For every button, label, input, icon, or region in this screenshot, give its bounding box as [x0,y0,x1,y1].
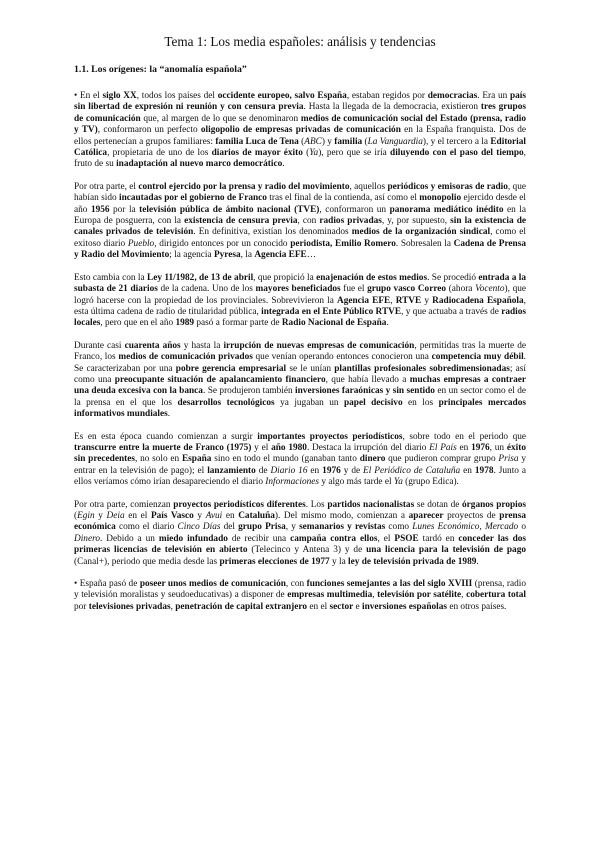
bold-text: familia Luca de Tena [215,136,299,147]
bold-text: 1976 [322,465,341,476]
text-run: (Canal+), periodo que media desde las [74,556,220,567]
bold-text: televisión pública de ámbito nacional (TVE) [139,204,320,215]
bold-text: Ley 11/1982, de 13 de abril [147,272,254,283]
paragraph-2 [74,182,526,262]
bold-text: inadaptación al nuevo marco democrático [116,159,283,170]
bold-text: periódicos y emisoras de radio [387,181,508,192]
text-run: . Hasta la llegada de la democracia, existieron [303,102,481,113]
bold-text: mayores beneficiados [255,284,341,295]
text-run: . [167,409,171,420]
bold-text: dinero [359,454,386,465]
text-run: ( [302,148,310,159]
bold-text: Editorial Católica [74,136,526,159]
document-title: Tema 1: Los media españoles: análisis y tendencias [164,34,436,49]
bold-text: partidos nacionalistas [327,499,415,510]
text-run: , sobre todo en el periodo que [402,431,527,442]
bold-text: radios locales [74,306,527,329]
bold-text: transcurre entre la muerte de Franco (1975) [74,442,252,453]
bold-text: sin la existencia de canales privados de televisión [74,216,526,238]
text-run: . Se procedió [427,272,479,283]
bold-text: empresas multimedia [287,590,373,601]
text-run: y [421,295,433,306]
text-run: . [282,159,285,170]
bold-text: Radiocadena Española [432,295,524,306]
bold-text: sector [329,601,354,612]
bold-text: Cataluña [238,511,275,521]
bold-text: campaña contra ellos [290,533,378,544]
bold-text: Agencia EFE [337,295,391,306]
italic-text: Avui [205,511,223,521]
text-run: en un sector como el de la prensa en el que los [74,386,526,408]
paragraph-4 [74,341,526,421]
bold-text: semanarios y revistas [299,522,386,533]
text-run: , no solo en [134,454,182,465]
text-run: , aquellos [349,181,388,192]
text-run: ; así como una [74,363,527,385]
text-run: fue el [340,284,368,295]
bold-text: grupo Prisa [238,522,286,533]
text-run: , esta última cadena de radio de titularidad pública, [74,295,526,317]
bold-text: diarios de mayor éxito [211,148,303,159]
bold-text: enajenación de estos medios [316,272,428,283]
bold-text: preocupante situación de apalancamiento financiero [114,374,326,385]
text-run: pasó a formar parte de [194,318,282,329]
text-run: en los [402,397,439,408]
bold-text: monopolio [419,193,462,204]
text-run: de la cadena. Uno de los [157,284,256,295]
text-run: … [306,250,317,261]
bold-text: RTVE [395,295,422,306]
text-run: , todos los países del [136,91,218,101]
italic-text: Ya [393,477,403,488]
bold-text: democracias [427,91,478,101]
italic-text: Ya [309,148,319,159]
bold-text: funciones semejantes a las del siglo XVIII [306,579,473,590]
text-run: proyectos de [443,511,500,521]
bold-text: proyectos periodísticos diferentes [173,499,306,510]
bold-text: órganos propios [462,499,526,510]
text-run: . Se caracterizaban por una [74,352,526,374]
text-run: . Sobresalen la [395,238,454,249]
text-run: , fruto de su [74,148,526,170]
bold-text: grupo vasco Correo [367,284,447,295]
text-run: y de [340,465,364,476]
paragraph-6 [74,500,526,568]
text-run: , y, por supuesto, [381,216,451,227]
text-run: y [193,511,206,521]
text-run: Durante casi [74,340,125,351]
paragraph-3 [74,273,526,330]
text-run: , permitidas tras la muerte de Franco, los [74,340,526,363]
text-run: en [460,465,475,476]
italic-text: Cinco Días [177,522,221,533]
bold-text: penetración de capital extranjero [175,601,308,612]
text-run: del [220,522,239,533]
italic-text: ABC [304,136,322,147]
text-run: y la [329,556,349,567]
bold-text: España [181,454,212,465]
bold-text: Cadena de Prensa y Radio del Movimiento [74,238,526,261]
text-run: en el [307,601,330,612]
text-run: que, al margen de lo que se denominaron [140,113,301,124]
text-run: en la España franquista. Dos de ellos pertenecían a grupos familiares: [74,125,526,147]
text-run: de recibir una [227,533,291,544]
text-run: sino en todo el mundo (ganaban tanto [211,454,360,465]
text-run: . Los [305,499,328,510]
bold-text: papel decisivo [343,397,403,408]
text-run: , y que actuaba a través de [401,306,502,317]
text-run: en [456,442,472,453]
bold-text: poseer unos medios de comunicación [139,579,286,590]
bold-text: medios de la organización sindical [351,227,491,238]
bold-text: oligopolio de empresas privadas de comunicación [200,125,401,136]
text-run: , [461,590,467,601]
text-run: , [372,590,378,601]
bold-text: país sin libertad de expresión ni reunión y con censura previa [74,91,526,113]
text-run: . [386,318,389,329]
text-run: , que había llevado a [325,374,410,385]
bold-text: lanzamiento [207,465,256,476]
bold-text: existencia de censura previa [184,216,298,227]
text-run: e [353,601,363,612]
text-run: , con [297,216,320,227]
bold-text: 1956 [90,204,110,215]
text-run: tardó en [418,533,459,544]
bold-text: inversiones españolas [362,601,447,612]
bold-text: panorama mediático inédito [389,204,504,215]
bold-text: muchas empresas a contraer una deuda excesiva con la banca [74,374,526,397]
text-run: , que habían sido [74,181,526,204]
text-run: en [307,465,323,476]
bold-text: Agencia EFE [254,250,307,261]
bold-text: familia [334,136,363,147]
text-run: , con [285,579,307,590]
text-run: ; la agencia [169,250,214,261]
text-run: , como el exitoso diario [74,227,527,249]
text-run: . [476,556,479,567]
text-run: por la [109,204,140,215]
body-text [74,91,526,613]
bold-text: miedo infundado [158,533,228,544]
text-run: Por otra parte, el [74,181,139,192]
italic-text: Lunes Económico [412,522,480,533]
bold-text: País Vasco [150,511,194,521]
bold-text: televisiones privadas [88,601,171,612]
text-run: (ahora [446,284,476,295]
bold-text: ley de televisión privada de 1989 [348,556,477,567]
text-run: de [255,465,271,476]
italic-text: Prisa [498,454,519,465]
bold-text: control ejercido por la prensa y radio del movimiento [138,181,350,192]
text-run: , y [285,522,300,533]
bold-text: importantes proyectos periodísticos [257,431,403,442]
text-run: • En el [74,91,103,101]
italic-text: El País [429,442,457,453]
text-run: , la [240,250,255,261]
text-run: se dotan de [414,499,463,510]
section-heading: 1.1. Los orígenes: la “anomalía española” [74,64,247,75]
text-run: y algo más tarde el [319,477,394,488]
italic-text: Egin [77,511,95,521]
text-run: y [94,511,107,521]
text-run: que pudieron comprar grupo [385,454,499,465]
bold-text: PSOE [394,533,419,544]
bold-text: principales mercados informativos mundiales [74,397,526,420]
italic-text: La Vanguardia [367,136,423,147]
text-run: Por otra parte, comienzan [74,499,174,510]
text-run: . Junto a ellos veríamos cómo irían desapareciendo el diario [74,465,526,488]
text-run: en [222,511,239,521]
bold-text: periodista, Emilio Romero [290,238,396,249]
bold-text: tres grupos de comunicación [74,102,526,124]
paragraph-1 [74,91,526,171]
text-run: , propietaria de uno de los [107,148,212,159]
bold-text: incautadas por el gobierno de Franco [118,193,267,204]
text-run: . Era un [477,91,510,101]
text-run: , estaban regidos por [346,91,428,101]
bold-text: 1978 [474,465,494,476]
text-run: como el diario [115,522,178,533]
text-run: en la Europa de posguerra, con la [74,204,526,227]
bold-text: occidente europeo, salvo España [217,91,347,101]
italic-text: Vocento [475,284,505,295]
bold-text: pobre gerencia empresarial [175,363,287,374]
text-run: en otros países. [447,601,507,612]
text-run: y el [251,442,272,453]
text-run: en el [124,511,151,521]
text-run: ). Del mismo modo, comienzan a [274,511,409,521]
text-run: . En definitiva, existían los denominados [193,227,352,238]
text-run: (Telecinco y Antena 3) y de [247,545,367,556]
bold-text: aparecer [408,511,444,521]
text-run: como [385,522,413,533]
italic-text: Mercado [484,522,519,533]
bold-text: prensa económica [74,511,526,533]
bold-text: competencia muy débil [431,352,524,363]
text-run: tras el final de la contienda, así como el [266,193,420,204]
text-run: . Se produjeron también [202,386,296,397]
bold-text: Pyresa [213,250,241,261]
text-run: y entrar en la televisión de pago); el [74,454,526,476]
text-run: Es en esta época cuando comienzan a surgir [74,431,258,442]
text-run: , conformaron un perfecto [97,125,201,136]
italic-text: Deia [106,511,125,521]
text-run: y hasta la [180,340,224,351]
text-run: ya jugaban un [274,397,344,408]
text-run: , que propició la [253,272,317,283]
text-run: ), pero que se iría [318,148,391,159]
text-run: . Destaca la irrupción del diario [306,442,430,453]
bold-text: desarrollos tecnológicos [177,397,275,408]
italic-text: El Periódico de Cataluña [363,465,461,476]
bold-text: siglo XX [102,91,137,101]
text-run: ) y [321,136,335,147]
text-run: , [170,601,176,612]
text-run: , conformaron un [319,204,390,215]
text-run: ( [74,511,78,521]
text-run: se le unían [286,363,335,374]
bold-text: entrada a la subasta de 21 diarios [74,272,526,295]
bold-text: diluyendo con el paso del tiempo [390,148,524,159]
bold-text: integrada en el Ente Público RTVE [261,306,402,317]
bold-text: medios de comunicación social del Estado (prensa, radio y TV) [74,113,526,136]
text-run: , [390,295,396,306]
italic-text: Dinero [74,533,100,544]
text-run: • España pasó de [74,579,140,590]
text-run: ), y el tercero a la [422,136,491,147]
text-run: , [479,522,485,533]
bold-text: primeras elecciones de 1977 [219,556,330,567]
text-run: , dirigido entonces por un conocido [154,238,291,249]
text-run: ), que logró hacerse con la propiedad de los provinciales. Sobrevivieron la [74,284,526,306]
italic-text: Pueblo [127,238,155,249]
bold-text: 1989 [175,318,195,329]
bold-text: 1976 [471,442,490,453]
italic-text: Informaciones [265,477,320,488]
bold-text: plantillas profesionales sobredimensionadas [334,363,510,374]
text-run: , el [377,533,395,544]
bold-text: Radio Nacional de España [281,318,387,329]
text-run: Esto cambia con la [74,272,148,283]
italic-text: Diario 16 [270,465,308,476]
text-run: (prensa, radio y televisión moralistas y seudoeducativas) a disponer de [74,579,526,601]
bold-text: conceder las dos primeras licencias de televisión en abierto [74,533,527,556]
text-run: (grupo Edica). [402,477,459,488]
text-run: ( [362,136,368,147]
text-run: ejercido desde el año [74,193,526,215]
text-run: que venían operando entonces conocieron una [252,352,432,363]
text-run: , un [489,442,507,453]
bold-text: radios privadas [319,216,382,227]
bold-text: medios de comunicación privados [118,352,253,363]
text-run: . Debido a un [100,533,159,544]
bold-text: televisión por satélite [377,590,462,601]
paragraph-7 [74,579,526,613]
text-run: ( [298,136,305,147]
text-run: por [74,601,89,612]
bold-text: año 1980 [271,442,307,453]
text-run: o [518,522,526,533]
bold-text: inversiones faraónicas y sin sentido [295,386,435,397]
bold-text: éxito sin precedentes [74,442,526,465]
bold-text: cuarenta años [124,340,181,351]
bold-text: una licencia para la televisión de pago [366,545,526,556]
paragraph-5 [74,432,526,489]
bold-text: irrupción de nuevas empresas de comunicación [223,340,415,351]
text-run: , pero que en el año [100,318,176,329]
bold-text: cobertura total [466,590,526,601]
